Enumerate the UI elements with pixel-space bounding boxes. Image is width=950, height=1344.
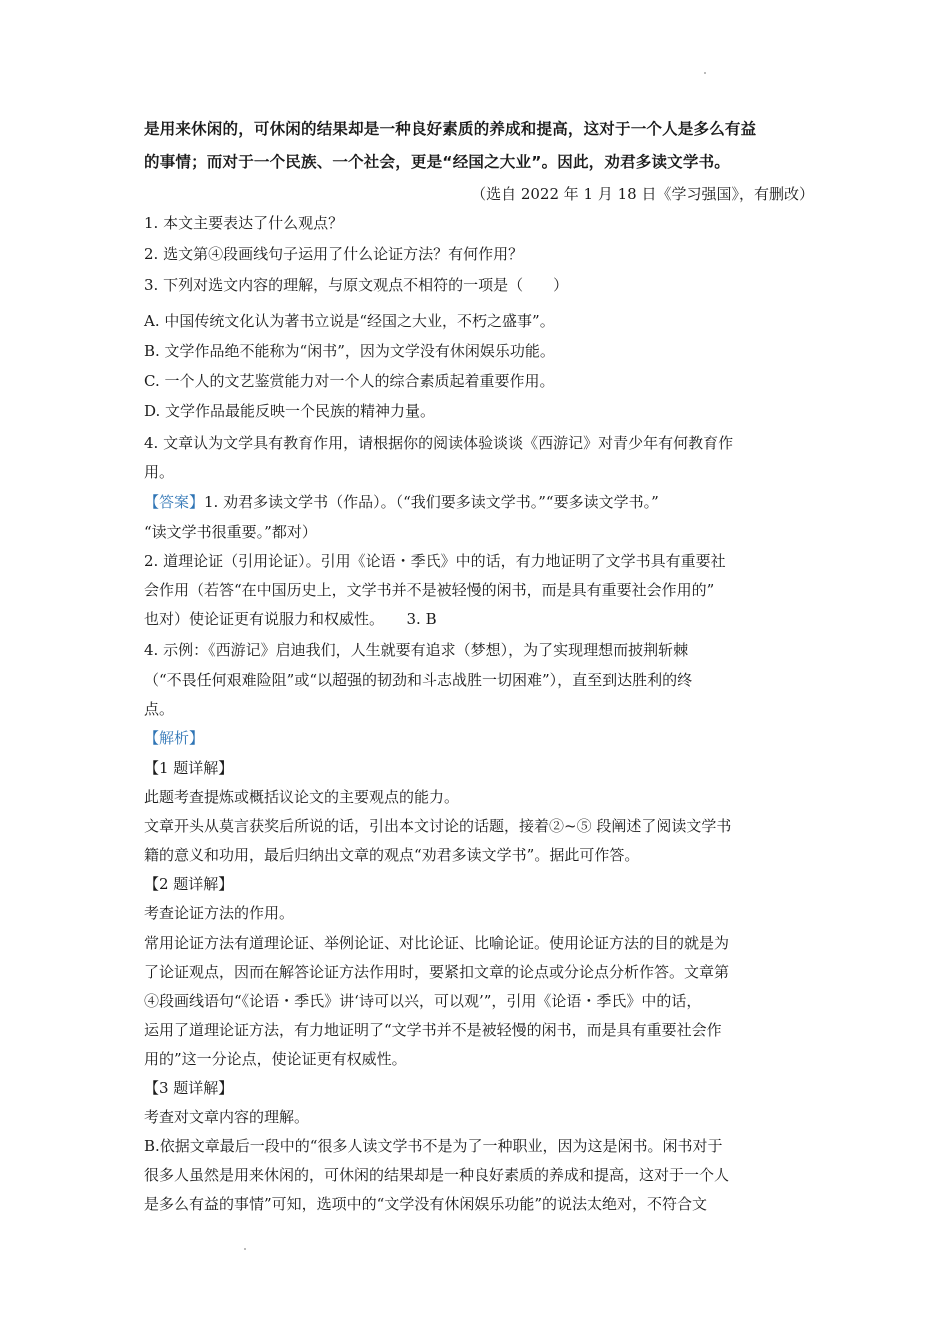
answer-2: 2. 道理论证（引用论证）。引用《论语・季氏》中的话，有力地证明了文学书具有重要社 (144, 552, 726, 570)
analysis-heading-3: 【3 题详解】 (144, 1079, 234, 1097)
answer-4-cont: （“不畏任何艰难险阻”或“以超强的韧劲和斗志战胜一切困难”），直至到达胜利的终 (144, 671, 693, 689)
analysis-heading-1: 【1 题详解】 (144, 759, 234, 777)
answer-1-text: 1. 劝君多读文学书（作品）。（“我们要多读文学书。”“要多读文学书。” (204, 493, 659, 511)
question-4-cont: 用。 (144, 463, 175, 481)
answer-2-cont: 也对）使论证更有说服力和权威性。 3. B (144, 610, 437, 628)
page-mark-top (704, 72, 706, 74)
question-4: 4. 文章认为文学具有教育作用，请根据你的阅读体验谈谈《西游记》对青少年有何教育作 (144, 434, 734, 452)
option-c: C. 一个人的文艺鉴赏能力对一个人的综合素质起着重要作用。 (144, 372, 555, 390)
option-d: D. 文学作品最能反映一个民族的精神力量。 (144, 402, 436, 420)
passage-source: （选自 2022 年 1 月 18 日《学习强国》，有删改） (471, 185, 814, 203)
analysis-paragraph: 常用论证方法有道理论证、举例论证、对比论证、比喻论证。使用论证方法的目的就是为 (144, 934, 730, 952)
analysis-paragraph: 文章开头从莫言获奖后所说的话，引出本文讨论的话题，接着②~⑤ 段阐述了阅读文学书 (144, 817, 732, 835)
answer-4-cont: 点。 (144, 700, 175, 718)
analysis-paragraph: 很多人虽然是用来休闲的，可休闲的结果却是一种良好素质的养成和提高，这对于一个人 (144, 1166, 730, 1184)
analysis-paragraph: 用的”这一分论点，使论证更有权威性。 (144, 1050, 407, 1068)
answer-4: 4. 示例：《西游记》启迪我们，人生就要有追求（梦想），为了实现理想而披荆斩棘 (144, 641, 689, 659)
analysis-paragraph: ④段画线语句“《论语・季氏》讲‘诗可以兴，可以观’”，引用《论语・季氏》中的话， (144, 992, 702, 1010)
question-3: 3. 下列对选文内容的理解，与原文观点不相符的一项是（ ） (144, 276, 569, 294)
page-mark-bottom (244, 1248, 246, 1250)
analysis-paragraph: 运用了道理论证方法，有力地证明了“文学书并不是被轻慢的闲书，而是具有重要社会作 (144, 1021, 722, 1039)
analysis-heading-2: 【2 题详解】 (144, 875, 234, 893)
passage-line: 的事情；而对于一个民族、一个社会，更是“经国之大业”。因此，劝君多读文学书。 (144, 153, 730, 171)
question-1: 1. 本文主要表达了什么观点？ (144, 214, 344, 232)
option-a: A. 中国传统文化认为著书立说是“经国之大业，不朽之盛事”。 (144, 312, 555, 330)
passage-line: 是用来休闲的，可休闲的结果却是一种良好素质的养成和提高，这对于一个人是多么有益 (144, 120, 757, 138)
analysis-paragraph: B.依据文章最后一段中的“很多人读文学书不是为了一种职业，因为这是闲书。闲书对于 (144, 1137, 723, 1155)
question-2: 2. 选文第④段画线句子运用了什么论证方法？有何作用？ (144, 245, 524, 263)
answer-2-cont: 会作用（若答“在中国历史上，文学书并不是被轻慢的闲书，而是具有重要社会作用的” (144, 581, 715, 599)
analysis-label: 【解析】 (144, 729, 205, 747)
answer-1-cont: “读文学书很重要。”都对） (144, 523, 317, 541)
answer-1-line (144, 492, 659, 512)
analysis-paragraph: 是多么有益的事情”可知，选项中的“文学没有休闲娱乐功能”的说法太绝对，不符合文 (144, 1195, 708, 1213)
answer-label: 【答案】 (144, 493, 205, 511)
analysis-paragraph: 籍的意义和功用，最后归纳出文章的观点“劝君多读文学书”。据此可作答。 (144, 846, 640, 864)
analysis-paragraph: 了论证观点，因而在解答论证方法作用时，要紧扣文章的论点或分论点分析作答。文章第 (144, 963, 730, 981)
option-b: B. 文学作品绝不能称为“闲书”，因为文学没有休闲娱乐功能。 (144, 342, 555, 360)
analysis-paragraph: 考查论证方法的作用。 (144, 904, 295, 922)
analysis-paragraph: 考查对文章内容的理解。 (144, 1108, 310, 1126)
analysis-paragraph: 此题考查提炼或概括议论文的主要观点的能力。 (144, 788, 460, 806)
